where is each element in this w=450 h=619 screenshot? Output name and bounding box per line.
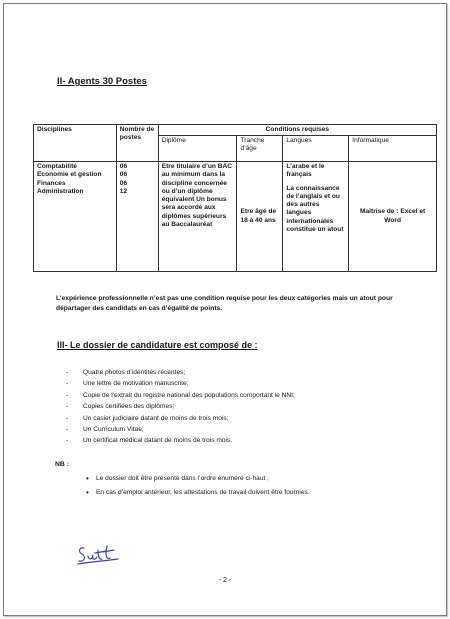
nb-label: NB : [55, 461, 69, 468]
langues-cell [283, 162, 349, 272]
section-2-title: II- Agents 30 Postes [57, 76, 147, 87]
header-nombre-postes: Nombre de postes [116, 125, 158, 162]
requirements-table [33, 124, 437, 272]
nombre-item: 06 [119, 163, 128, 171]
langues-anglais: La connaissance de l’anglais et ou des autres langues internationales constitue un atout [286, 184, 344, 233]
experience-note: L’expérience professionnelle n’est pas une condition requise pour les deux catégories mais un atout pour départager des candidats en cas d’égalité de points. [56, 295, 393, 312]
discipline-cell [34, 162, 117, 272]
section-3-title: III- Le dossier de candidature est composé de : [57, 340, 258, 350]
list-item: - Quatre photos d’identités récentes; [66, 367, 295, 378]
header-informatique: Informatique [349, 136, 437, 162]
header-diplome: Diplôme [158, 136, 237, 162]
nombre-cell [116, 162, 158, 272]
signature-mark [76, 542, 120, 568]
nb-item: • Le dossier doit être présenté dans l’ordre énuméré ci-haut ; [86, 472, 310, 486]
list-item: - Une lettre de motivation manuscrite; [66, 378, 295, 389]
dossier-list [66, 367, 295, 447]
diplome-cell: Etre titulaire d’un BAC au minimum dans la discipline concernée ou d’un diplôme équivalent Un bonus sera accordé aux diplômes supérieurs au Baccalauréat [158, 162, 237, 272]
nb-item: • En cas d’emploi antérieur, les attestations de travail doivent être fournies. [86, 486, 310, 500]
informatique-cell: Maitrise de : Excel et Word [349, 162, 437, 272]
nombre-item: 12 [119, 187, 128, 195]
list-item: - Un Curriculum Vitae; [66, 424, 295, 435]
langues-arabe-francais: L’arabe et le français [286, 163, 325, 179]
header-conditions: Conditions requises [158, 125, 436, 136]
discipline-item: Economie et gestion [37, 171, 102, 179]
discipline-item: Comptabilité [37, 163, 77, 171]
list-item: - Copies certifiées des diplômes; [66, 401, 295, 412]
list-item: - Copie de l’extrait du registre national des populations comportant le NNI; [66, 390, 295, 401]
discipline-item: Administration [37, 187, 84, 195]
header-langues: Langues [283, 136, 349, 162]
page-number: - 2 - [218, 577, 232, 584]
list-item: - Un certificat médical datant de moins de trois mois. [66, 435, 295, 446]
tranche-cell: Etre âgé de 18 à 40 ans [237, 162, 283, 272]
list-item: - Un casier judiciaire datant de moins de trois mois; [66, 413, 295, 424]
nombre-item: 06 [119, 179, 128, 187]
discipline-item: Finances [37, 179, 66, 187]
header-disciplines: Disciplines [34, 125, 117, 162]
nombre-item: 06 [119, 171, 128, 179]
header-tranche-age: Tranche d’âge [237, 136, 283, 162]
nb-list [86, 472, 310, 499]
